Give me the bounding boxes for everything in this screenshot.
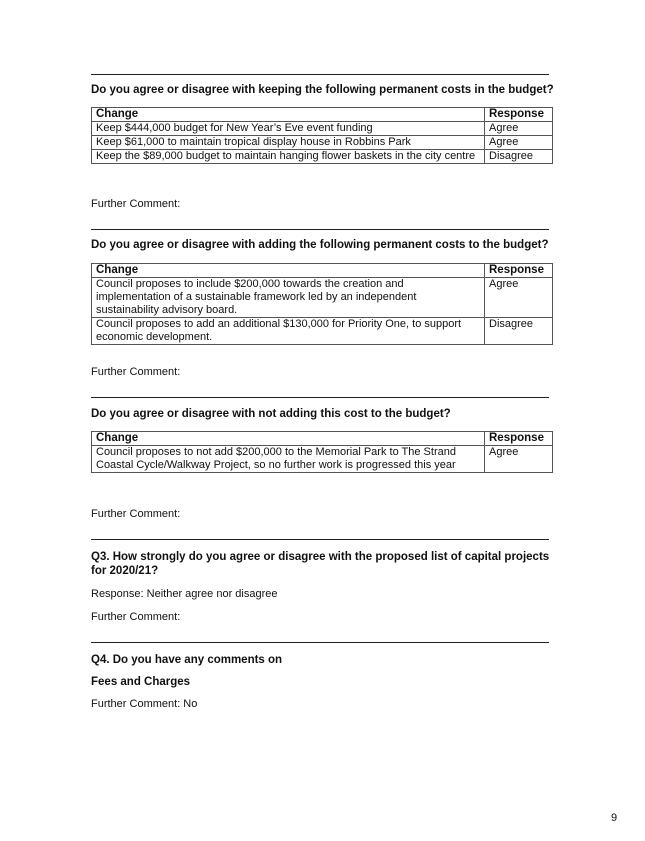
response-cell: Agree <box>485 136 553 150</box>
section3-question: Do you agree or disagree with not adding this cost to the budget? <box>91 408 451 420</box>
divider-1 <box>91 74 549 75</box>
change-cell: Keep $444,000 budget for New Year’s Eve event funding <box>92 122 485 136</box>
divider-4 <box>91 539 549 540</box>
header-change: Change <box>92 108 485 122</box>
response-cell: Disagree <box>485 318 553 345</box>
table-row <box>92 136 553 150</box>
q4-question: Q4. Do you have any comments on <box>91 654 283 666</box>
header-response: Response <box>485 432 553 446</box>
q4-further-comment: Further Comment: No <box>91 698 198 710</box>
table-header-row <box>92 264 553 278</box>
table-row <box>92 122 553 136</box>
divider-3 <box>91 397 549 398</box>
page-number: 9 <box>611 812 618 824</box>
q3-question: Q3. How strongly do you agree or disagree with the proposed list of capital projects for 2020/21? <box>91 551 550 577</box>
header-change: Change <box>92 432 485 446</box>
change-cell: Council proposes to not add $200,000 to the Memorial Park to The Strand Coastal Cycle/Walkway Project, so no further work is progressed this year <box>92 446 485 473</box>
header-response: Response <box>485 108 553 122</box>
section2-further-comment: Further Comment: <box>91 366 181 378</box>
header-response: Response <box>485 264 553 278</box>
q3-further-comment: Further Comment: <box>91 611 181 623</box>
change-cell: Council proposes to add an additional $130,000 for Priority One, to support economic development. <box>92 318 485 345</box>
table-row <box>92 278 553 318</box>
section2-table <box>91 263 553 345</box>
section1-question: Do you agree or disagree with keeping the following permanent costs in the budget? <box>91 84 554 96</box>
section1-table <box>91 107 553 164</box>
section2-question: Do you agree or disagree with adding the following permanent costs to the budget? <box>91 239 549 251</box>
divider-5 <box>91 642 549 643</box>
table-row <box>92 446 553 473</box>
response-cell: Disagree <box>485 150 553 164</box>
response-cell: Agree <box>485 278 553 318</box>
divider-2 <box>91 229 549 230</box>
change-cell: Keep the $89,000 budget to maintain hanging flower baskets in the city centre <box>92 150 485 164</box>
section1-further-comment: Further Comment: <box>91 198 181 210</box>
q3-response: Response: Neither agree nor disagree <box>91 588 278 600</box>
table-header-row <box>92 108 553 122</box>
table-row <box>92 150 553 164</box>
section3-further-comment: Further Comment: <box>91 508 181 520</box>
q4-subheading: Fees and Charges <box>91 676 191 688</box>
table-row <box>92 318 553 345</box>
header-change: Change <box>92 264 485 278</box>
response-cell: Agree <box>485 446 553 473</box>
section3-table <box>91 431 553 473</box>
table-header-row <box>92 432 553 446</box>
change-cell: Council proposes to include $200,000 towards the creation and implementation of a sustainable framework led by an independent sustainability advisory board. <box>92 278 485 318</box>
response-cell: Agree <box>485 122 553 136</box>
change-cell: Keep $61,000 to maintain tropical display house in Robbins Park <box>92 136 485 150</box>
